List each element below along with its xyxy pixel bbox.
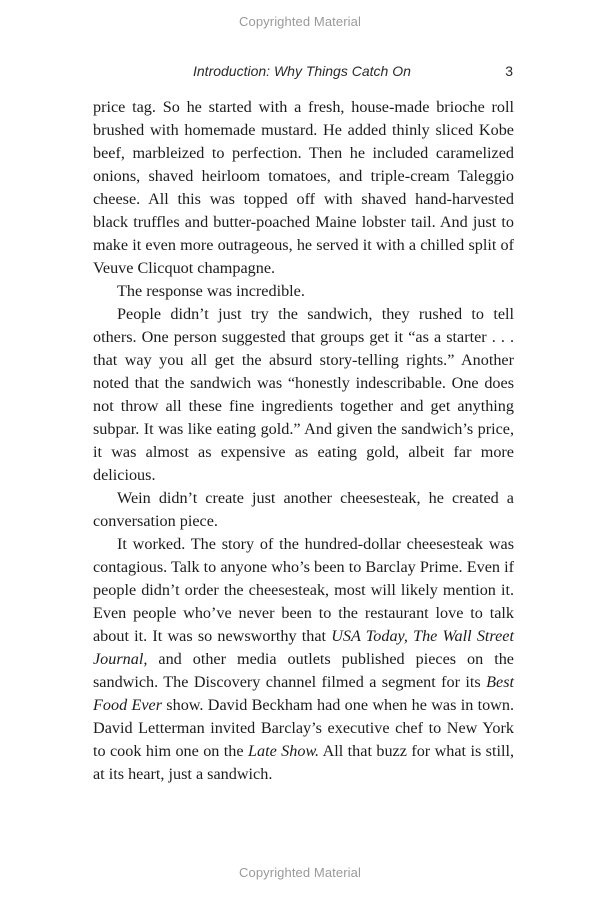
show-title: Late Show. xyxy=(247,742,320,760)
text-run: It worked. The story of the hundred-dollar cheesesteak was contagious. Talk to anyone who’s been to Barclay Prime. Even if people didn’t order the cheesesteak, most will likely mention it. Even people who’ve never been to the restaurant love to talk about it. It was so newsworthy that xyxy=(93,535,514,645)
paragraph: People didn’t just try the sandwich, they rushed to tell others. One person suggested that groups get it “as a starter . . . that way you all get the absurd story-telling rights.” Another noted that the sandwich was “honestly indescribable. One does not throw all these fine ingredients together and get anything subpar. It was like eating gold.” And given the sandwich’s price, it was almost as expensive as eating gold, albeit far more delicious. xyxy=(93,305,514,484)
text-run: All that buzz for what is still, at its heart, just a sandwich. xyxy=(93,742,514,783)
running-head xyxy=(93,63,513,83)
copyright-watermark-bottom: Copyrighted Material xyxy=(239,865,361,880)
page-number: 3 xyxy=(505,63,513,79)
body-text-section-2 xyxy=(93,533,514,786)
show-title: Best Food Ever xyxy=(93,673,514,714)
text-run: show. David Beckham had one when he was in town. David Letterman invited Barclay’s executive chef to New York to cook him one on the xyxy=(93,696,514,760)
paragraph: Wein didn’t create just another cheesesteak, he created a conversation piece. xyxy=(93,489,514,530)
chapter-title: Introduction: Why Things Catch On xyxy=(193,63,411,79)
paragraph: price tag. So he started with a fresh, house-made brioche roll brushed with homemade mustard. He added thinly sliced Kobe beef, marbleized to perfection. Then he included caramelized onions, shaved heirloom tomatoes, and triple-cream Taleggio cheese. All this was topped off with shaved hand-harvested black truffles and butter-poached Maine lobster tail. And just to make it even more outrageous, he served it with a chilled split of Veuve Clicquot champagne. xyxy=(93,98,514,277)
body-text-section-1 xyxy=(93,96,514,533)
publication-title: USA Today, The Wall Street Journal, xyxy=(93,627,514,668)
paragraph xyxy=(93,533,514,786)
paragraph: The response was incredible. xyxy=(117,282,305,300)
text-run: and other media outlets published pieces on the sandwich. The Discovery channel filmed a segment for its xyxy=(93,650,514,691)
copyright-watermark-top: Copyrighted Material xyxy=(239,14,361,29)
